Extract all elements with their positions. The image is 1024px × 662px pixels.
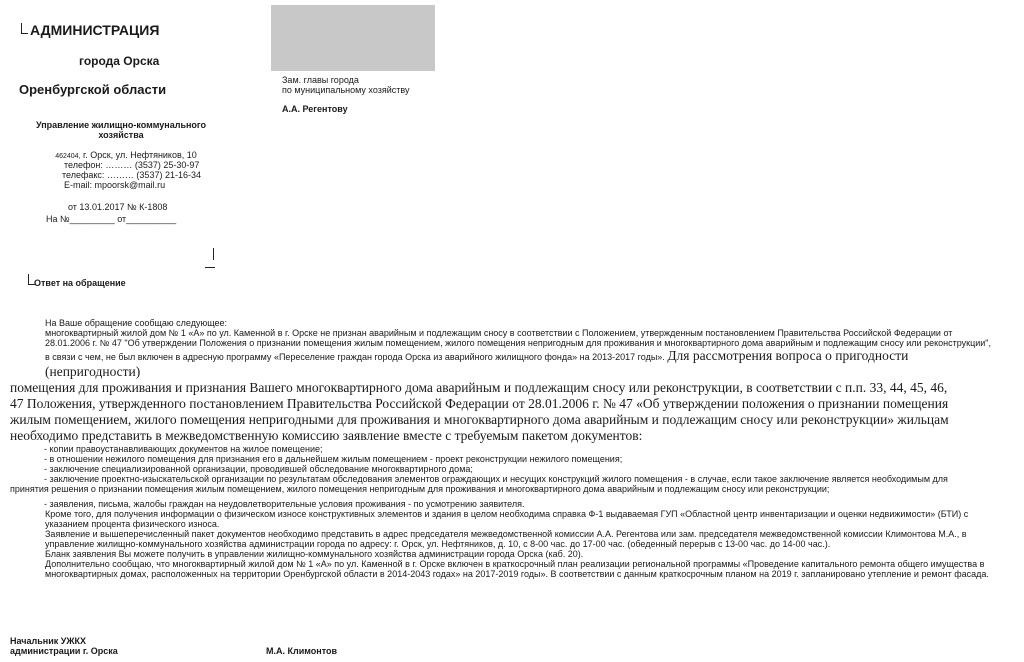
dept-name: Управление жилищно-коммунального хозяйства bbox=[35, 120, 207, 140]
letter-body bbox=[10, 318, 996, 579]
paragraph-1-small: многоквартирный жилой дом № 1 «А» по ул. Каменной в г. Орске не признан аварийным и подлежащим сносу в соответствии с Положением, утвержденным постановлением Правительства Российской Федерации от 28.01.2006 г. № 47 "Об утверждении Положения о признании помещения жилым помещением, жилого помещения непригодным для проживания и многоквартирного дома аварийным и подлежащим сносу или реконструкции", в связи с чем, не был включен в адресную программу «Переселение граждан города Орска из аварийного жилищного фонда» на 2013-2017 годы». bbox=[45, 328, 991, 362]
incoming-number: На №_________ от__________ bbox=[46, 214, 177, 224]
margin-mark-underline bbox=[205, 267, 215, 268]
signatory-title-1: Начальник УЖКХ bbox=[10, 636, 86, 646]
outgoing-number: от 13.01.2017 № К-1808 bbox=[68, 202, 168, 212]
org-region: Оренбургской области bbox=[19, 82, 167, 97]
paragraph-1-serif-line-3: жилым помещением, жилого помещения непригодными для проживания и многоквартирного дома аварийным и подлежащим сносу или реконструкции» жильцам bbox=[10, 412, 949, 427]
redacted-block bbox=[271, 5, 435, 71]
org-city: города Орска bbox=[79, 54, 160, 68]
address-index: 462404, bbox=[55, 153, 81, 160]
corner-mark-top bbox=[21, 23, 28, 34]
org-title: АДМИНИСТРАЦИЯ bbox=[30, 22, 160, 38]
paragraph-1-serif-run: Для рассмотрения вопроса о пригодности (непригодности) bbox=[45, 348, 909, 379]
fax: телефакс: ……… (3537) 21-16-34 bbox=[62, 170, 201, 180]
email: E-mail: mpoorsk@mail.ru bbox=[64, 180, 166, 190]
paragraph-1-serif-line-2: 47 Положения, утвержденного постановлением Правительства Российской Федерации от 28.01.2006 г. № 47 «Об утверждении положения о признании помещения bbox=[10, 396, 949, 411]
paragraph-4: Бланк заявления Вы можете получить в управлении жилищно-коммунального хозяйства администрации города Орска (каб. 20). bbox=[45, 549, 584, 559]
paragraph-1-serif-line-1: помещения для проживания и признания Вашего многоквартирного дома аварийным и подлежащим сносу или реконструкции, в соответствии с п.п. 33, 44, 45, 46, bbox=[10, 380, 948, 395]
paragraph-3: Заявление и вышеперечисленный пакет документов необходимо представить в адрес председателя межведомственной комиссии А.А. Регентова или зам. председателя межведомственной комиссии Климонтова М.А., в управление жилищно-коммунального хозяйства администрации города по адресу: г. Орск, ул. Нефтяников, д. 10, с 8-00 час. до 17-00 час. (обеденный перерыв с 13-00 час. до 14-00 час.). bbox=[45, 529, 967, 549]
list-item: - в отношении нежилого помещения для признания его в дальнейшем жилым помещением - проект реконструкции нежилого помещения; bbox=[44, 454, 623, 464]
signatory-name: М.А. Климонтов bbox=[266, 646, 338, 656]
signatory-title-2: администрации г. Орска bbox=[10, 646, 118, 656]
margin-mark bbox=[213, 248, 214, 260]
list-item-continuation: принятия решения о признании помещения жилым помещением, жилого помещения непригодным для проживания и многоквартирного дома аварийным и подлежащим сносу или реконструкции; bbox=[10, 484, 830, 494]
list-item: - заявления, письма, жалобы граждан на неудовлетворительные условия проживания - по усмотрению заявителя. bbox=[44, 499, 525, 509]
recipient-name: А.А. Регентову bbox=[282, 104, 348, 114]
subject-line: Ответ на обращение bbox=[34, 278, 126, 288]
paragraph-1-serif-line-4: необходимо представить в межведомственную комиссию заявление вместе с требуемым пакетом документов: bbox=[10, 428, 643, 443]
phone: телефон: ……… (3537) 25-30-97 bbox=[64, 160, 200, 170]
paragraph-5: Дополнительно сообщаю, что многоквартирный жилой дом № 1 «А» по ул. Каменной в г. Орске включен в краткосрочный план реализации региональной программы «Проведение капитального ремонта общего имущества в многоквартирных домах, расположенных на территории Оренбургской области в 2014-2043 годах» на 2017-2019 годы». В соответствии с данным краткосрочным планом на 2019 г. запланировано утепление и ремонт фасада. bbox=[45, 559, 989, 579]
paragraph-2: Кроме того, для получения информации о физическом износе конструктивных элементов и здания в целом необходима справка Ф-1 выдаваемая ГУП «Областной центр инвентаризации и оценки недвижимости» (БТИ) с указанием процента физического износа. bbox=[45, 509, 969, 529]
paragraph-1 bbox=[10, 328, 996, 380]
list-item: - заключение проектно-изыскательской организации по результатам обследования элементов ограждающих и несущих конструкций жилого помещения - в случае, если такое заключение является необходимым для bbox=[44, 474, 948, 484]
list-item: - заключение специализированной организации, проводившей обследование многоквартирного дома; bbox=[44, 464, 473, 474]
address-street: г. Орск, ул. Нефтяников, 10 bbox=[83, 150, 197, 160]
greeting: На Ваше обращение сообщаю следующее: bbox=[45, 318, 228, 328]
recipient-position-1: Зам. главы города bbox=[282, 75, 359, 85]
recipient-position-2: по муниципальному хозяйству bbox=[282, 85, 410, 95]
list-item: - копии правоустанавливающих документов на жилое помещение; bbox=[44, 444, 323, 454]
